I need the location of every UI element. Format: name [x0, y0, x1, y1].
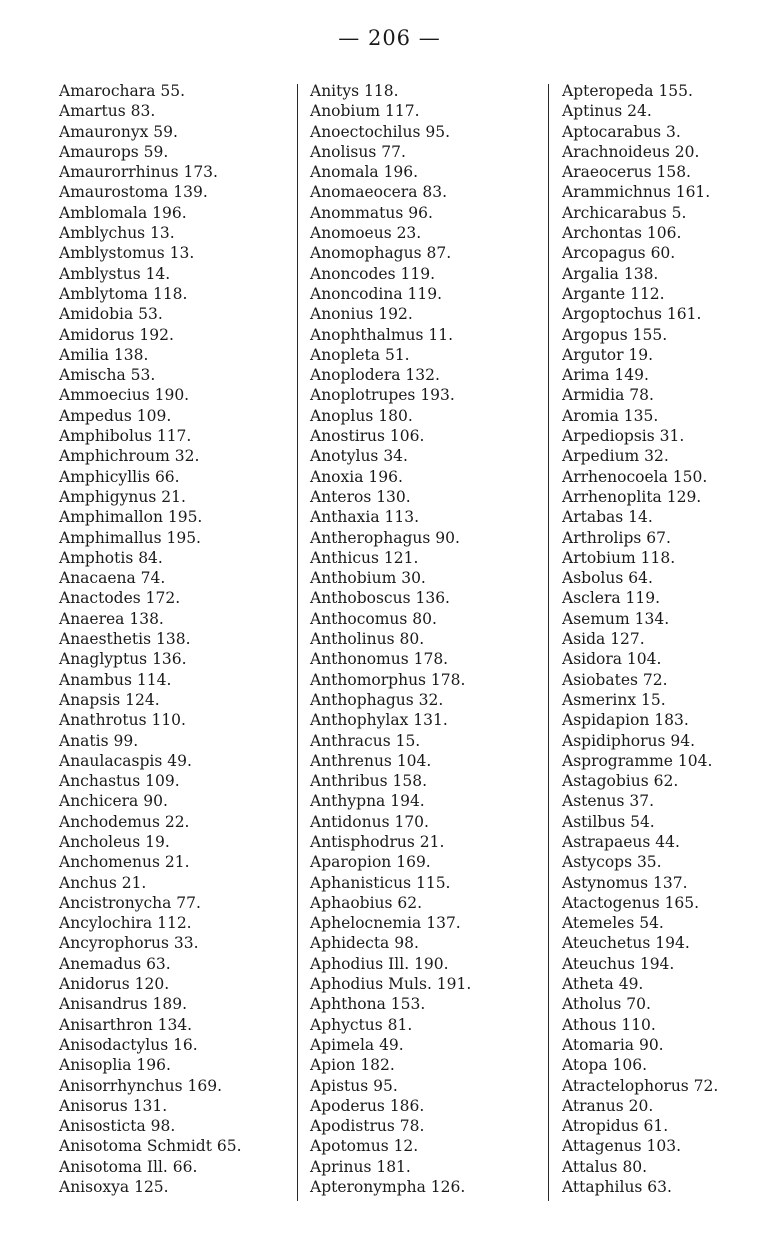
index-entry: Atomaria 90.: [562, 1035, 664, 1054]
index-entry: Apimela 49.: [310, 1035, 404, 1054]
index-entry: Argutor 19.: [562, 345, 654, 364]
index-entry: Anthrenus 104.: [310, 751, 432, 770]
index-entry: Aprinus 181.: [310, 1157, 411, 1176]
index-entry: Aphodius Ill. 190.: [310, 954, 449, 973]
index-entry: Ateuchus 194.: [562, 954, 675, 973]
index-entry: Archontas 106.: [562, 224, 682, 243]
index-entry: Aromia 135.: [562, 406, 659, 425]
index-entry: Astilbus 54.: [562, 812, 655, 831]
index-entry: Amidorus 192.: [59, 325, 174, 344]
index-entry: Apotomus 12.: [310, 1137, 419, 1156]
index-entry: Atheta 49.: [562, 975, 644, 994]
index-entry: Anoxia 196.: [310, 467, 403, 486]
index-entry: Anisodactylus 16.: [59, 1035, 198, 1054]
index-entry: Asprogramme 104.: [562, 751, 713, 770]
index-entry: Anacaena 74.: [59, 569, 166, 588]
index-entry: Asclera 119.: [562, 589, 661, 608]
index-entry: Asbolus 64.: [562, 569, 653, 588]
index-entry: Amblychus 13.: [59, 224, 175, 243]
index-entry: Amaurostoma 139.: [59, 183, 208, 202]
index-entry: Ampedus 109.: [59, 406, 172, 425]
index-entry: Anchus 21.: [59, 873, 147, 892]
index-entry: Anomophagus 87.: [310, 244, 452, 263]
index-entry: Ammoecius 190.: [59, 386, 190, 405]
index-entry: Anobium 117.: [310, 102, 420, 121]
index-entry: Amphimallus 195.: [59, 528, 201, 547]
index-entry: Argante 112.: [562, 284, 665, 303]
index-entry: Anapsis 124.: [59, 690, 160, 709]
index-entry: Argalia 138.: [562, 264, 659, 283]
index-entry: Anthicus 121.: [310, 548, 419, 567]
index-entry: Ateuchetus 194.: [562, 934, 690, 953]
index-entry: Amphimallon 195.: [59, 508, 203, 527]
index-entry: Aphelocnemia 137.: [310, 914, 461, 933]
index-entry: Amauronyx 59.: [59, 122, 178, 141]
index-entry: Anchodemus 22.: [59, 812, 190, 831]
index-entry: Aphidecta 98.: [310, 934, 419, 953]
index-entry: Aspidapion 183.: [562, 711, 689, 730]
index-entry: Anostirus 106.: [310, 427, 425, 446]
page-number: — 206 —: [338, 26, 441, 50]
index-entry: Asemum 134.: [562, 609, 670, 628]
index-entry: Aphyctus 81.: [310, 1015, 413, 1034]
index-column-3: [562, 81, 718, 1197]
index-entry: Antidonus 170.: [310, 812, 429, 831]
index-entry: Anoplodera 132.: [310, 366, 440, 385]
index-entry: Anomoeus 23.: [310, 224, 422, 243]
index-entry: Anaerea 138.: [59, 609, 164, 628]
index-entry: Arachnoideus 20.: [562, 142, 700, 161]
index-entry: Apoderus 186.: [310, 1096, 425, 1115]
index-entry: Anisandrus 189.: [59, 995, 188, 1014]
index-entry: Anatis 99.: [59, 731, 139, 750]
index-entry: Attalus 80.: [562, 1157, 648, 1176]
index-entry: Attaphilus 63.: [562, 1178, 672, 1197]
index-entry: Anthobium 30.: [310, 569, 426, 588]
index-entry: Archicarabus 5.: [562, 203, 687, 222]
index-entry: Anthoboscus 136.: [310, 589, 450, 608]
index-entry: Apistus 95.: [310, 1076, 398, 1095]
index-entry: Anthribus 158.: [310, 772, 428, 791]
index-entry: Atopa 106.: [562, 1056, 648, 1075]
index-entry: Anthracus 15.: [310, 731, 421, 750]
index-entry: Arammichnus 161.: [562, 183, 711, 202]
index-entry: Aptocarabus 3.: [562, 122, 681, 141]
index-entry: Antisphodrus 21.: [310, 832, 445, 851]
index-entry: Astagobius 62.: [562, 772, 679, 791]
index-entry: Apteropeda 155.: [562, 82, 693, 100]
index-entry: Asmerinx 15.: [562, 690, 666, 709]
index-entry: Amphotis 84.: [59, 548, 163, 567]
index-entry: Anommatus 96.: [310, 203, 433, 222]
index-entry: Aphthona 153.: [310, 995, 426, 1014]
index-column-2: [310, 81, 471, 1197]
index-entry: Aparopion 169.: [310, 853, 431, 872]
index-entry: Aphodius Muls. 191.: [310, 975, 472, 994]
column-divider: [548, 84, 549, 1201]
index-entry: Anchastus 109.: [59, 772, 180, 791]
index-entry: Arrhenocoela 150.: [562, 467, 708, 486]
index-entry: Ancyrophorus 33.: [59, 934, 199, 953]
index-entry: Anambus 114.: [59, 670, 172, 689]
index-entry: Amblomala 196.: [59, 203, 187, 222]
index-entry: Amblystomus 13.: [59, 244, 195, 263]
index-entry: Anchicera 90.: [59, 792, 168, 811]
index-entry: Araeocerus 158.: [562, 163, 691, 182]
index-entry: Apteronympha 126.: [310, 1178, 466, 1197]
index-entry: Apodistrus 78.: [310, 1117, 425, 1136]
index-entry: Anisorrhynchus 169.: [59, 1076, 222, 1095]
index-entry: Anthophagus 32.: [310, 690, 444, 709]
index-entry: Asiobates 72.: [562, 670, 668, 689]
index-entry: Anaesthetis 138.: [59, 630, 191, 649]
index-entry: Amarochara 55.: [59, 82, 186, 100]
column-divider: [297, 84, 298, 1201]
index-entry: Artabas 14.: [562, 508, 653, 527]
index-entry: Atholus 70.: [562, 995, 651, 1014]
index-entry: Amidobia 53.: [59, 305, 163, 324]
index-entry: Atemeles 54.: [562, 914, 664, 933]
index-entry: Anaglyptus 136.: [59, 650, 187, 669]
index-entry: Anisosticta 98.: [59, 1117, 176, 1136]
index-entry: Amartus 83.: [59, 102, 156, 121]
index-entry: Anthonomus 178.: [310, 650, 449, 669]
index-entry: Anoplotrupes 193.: [310, 386, 455, 405]
index-entry: Amblystus 14.: [59, 264, 171, 283]
index-entry: Amilia 138.: [59, 345, 149, 364]
index-entry: Atropidus 61.: [562, 1117, 669, 1136]
index-entry: Argoptochus 161.: [562, 305, 702, 324]
index-entry: Asida 127.: [562, 630, 645, 649]
index-entry: Ancylochira 112.: [59, 914, 192, 933]
index-entry: Ancholeus 19.: [59, 832, 170, 851]
index-entry: Aphaobius 62.: [310, 893, 423, 912]
index-entry: Amphicyllis 66.: [59, 467, 180, 486]
index-entry: Astycops 35.: [562, 853, 662, 872]
index-entry: Anidorus 120.: [59, 975, 170, 994]
index-entry: Anomala 196.: [310, 163, 419, 182]
index-entry: Antherophagus 90.: [310, 528, 460, 547]
index-entry: Anolisus 77.: [310, 142, 406, 161]
index-entry: Artobium 118.: [562, 548, 676, 567]
index-entry: Anotylus 34.: [310, 447, 408, 466]
index-entry: Asidora 104.: [562, 650, 662, 669]
index-column-1: [59, 81, 242, 1197]
index-entry: Anoplus 180.: [310, 406, 413, 425]
index-entry: Anathrotus 110.: [59, 711, 186, 730]
index-entry: Anopleta 51.: [310, 345, 410, 364]
index-entry: Anaulacaspis 49.: [59, 751, 192, 770]
index-entry: Attagenus 103.: [562, 1137, 682, 1156]
index-entry: Atractelophorus 72.: [562, 1076, 719, 1095]
index-entry: Anitys 118.: [310, 82, 399, 100]
index-entry: Atranus 20.: [562, 1096, 654, 1115]
index-entry: Astynomus 137.: [562, 873, 688, 892]
index-entry: Anthocomus 80.: [310, 609, 437, 628]
index-entry: Anthophylax 131.: [310, 711, 448, 730]
index-entry: Atactogenus 165.: [562, 893, 700, 912]
index-entry: Amphichroum 32.: [59, 447, 200, 466]
index-entry: Arpediopsis 31.: [562, 427, 685, 446]
index-entry: Anisorus 131.: [59, 1096, 168, 1115]
index-entry: Amischa 53.: [59, 366, 156, 385]
index-entry: Anoncodina 119.: [310, 284, 443, 303]
index-entry: Aphanisticus 115.: [310, 873, 451, 892]
index-entry: Arthrolips 67.: [562, 528, 671, 547]
index-entry: Armidia 78.: [562, 386, 654, 405]
index-entry: Aptinus 24.: [562, 102, 652, 121]
index-entry: Anisoplia 196.: [59, 1056, 171, 1075]
index-entry: Anonius 192.: [310, 305, 413, 324]
index-entry: Anoectochilus 95.: [310, 122, 451, 141]
index-entry: Amphigynus 21.: [59, 487, 186, 506]
index-entry: Anemadus 63.: [59, 954, 171, 973]
index-entry: Arrhenoplita 129.: [562, 487, 702, 506]
index-entry: Amphibolus 117.: [59, 427, 192, 446]
index-entry: Anthypna 194.: [310, 792, 425, 811]
index-entry: Anchomenus 21.: [59, 853, 190, 872]
index-entry: Anisotoma Ill. 66.: [59, 1157, 198, 1176]
index-entry: Amblytoma 118.: [59, 284, 188, 303]
index-entry: Anactodes 172.: [59, 589, 181, 608]
index-entry: Anisarthron 134.: [59, 1015, 193, 1034]
index-entry: Amaurorrhinus 173.: [59, 163, 218, 182]
index-entry: Apion 182.: [310, 1056, 395, 1075]
index-entry: Astenus 37.: [562, 792, 655, 811]
index-entry: Anophthalmus 11.: [310, 325, 454, 344]
index-entry: Argopus 155.: [562, 325, 668, 344]
index-entry: Arima 149.: [562, 366, 649, 385]
index-entry: Anthomorphus 178.: [310, 670, 466, 689]
index-entry: Anisoxya 125.: [59, 1178, 169, 1197]
index-entry: Anoncodes 119.: [310, 264, 435, 283]
index-entry: Anteros 130.: [310, 487, 411, 506]
index-entry: Antholinus 80.: [310, 630, 425, 649]
index-entry: Arcopagus 60.: [562, 244, 676, 263]
index-entry: Athous 110.: [562, 1015, 656, 1034]
index-entry: Ancistronycha 77.: [59, 893, 201, 912]
index-entry: Anomaeocera 83.: [310, 183, 448, 202]
index-entry: Aspidiphorus 94.: [562, 731, 696, 750]
index-entry: Arpedium 32.: [562, 447, 669, 466]
index-entry: Anthaxia 113.: [310, 508, 420, 527]
index-entry: Amaurops 59.: [59, 142, 169, 161]
index-entry: Anisotoma Schmidt 65.: [59, 1137, 242, 1156]
index-entry: Astrapaeus 44.: [562, 832, 680, 851]
